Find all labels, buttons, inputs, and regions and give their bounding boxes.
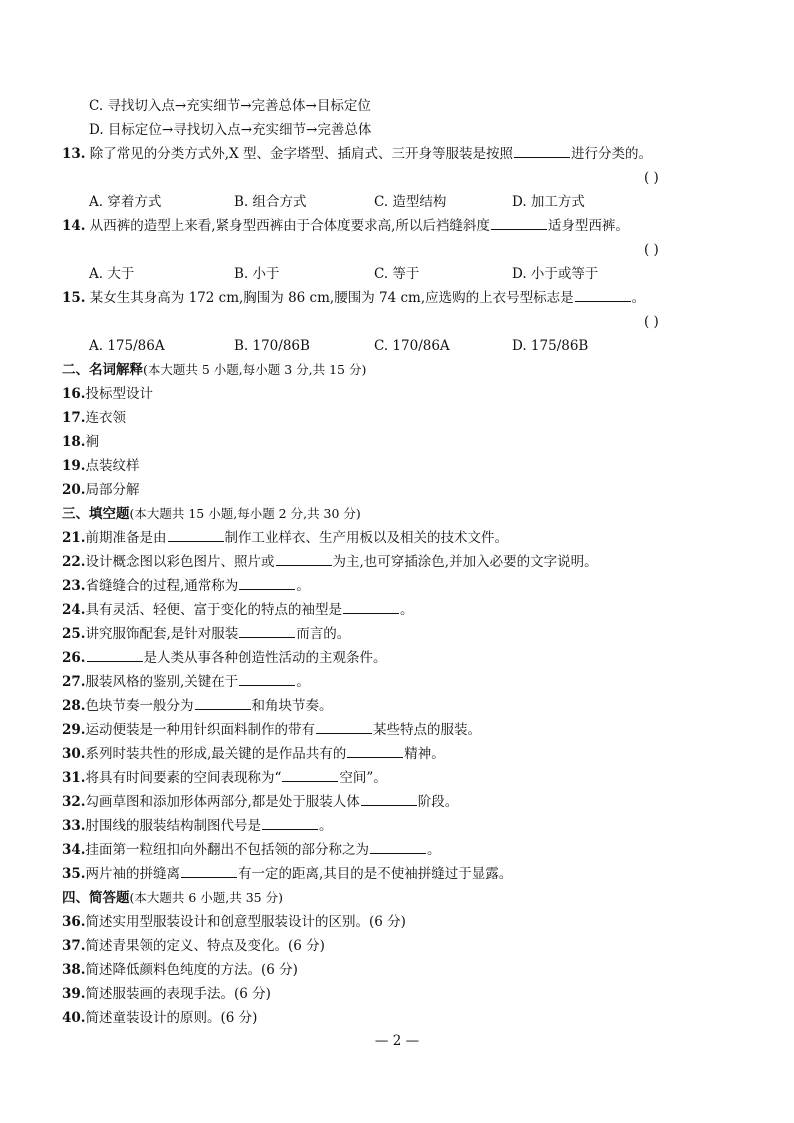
section-note: (本大题共 6 小题,共 35 分) <box>129 890 283 905</box>
question-number: 30. <box>62 746 86 762</box>
question-number: 21. <box>62 530 86 546</box>
answer-blank <box>370 841 426 854</box>
answer-blank <box>168 529 224 542</box>
answer-blank <box>262 817 318 830</box>
question-number: 23. <box>62 578 86 594</box>
q15-option-a: A. 175/86A <box>89 338 165 354</box>
short-answer-item <box>62 1009 257 1027</box>
fill-text: 肘围线的服装结构制图代号是 <box>85 818 261 834</box>
question-number: 14. <box>62 218 86 234</box>
question-number: 37. <box>62 938 86 954</box>
fill-text-tail: 。 <box>296 674 310 690</box>
short-answer-item <box>62 937 325 955</box>
page-number: — 2 — <box>374 1033 420 1049</box>
answer-parentheses: ( ) <box>644 314 659 330</box>
question-number: 29. <box>62 722 86 738</box>
fill-text-tail: 阶段。 <box>417 794 459 810</box>
question-number: 17. <box>62 410 86 426</box>
question-number: 27. <box>62 674 86 690</box>
fill-text: 运动便装是一种用针织面料制作的带有 <box>85 722 315 738</box>
answer-blank <box>343 601 399 614</box>
section-title: 三、填空题 <box>62 506 130 522</box>
question-number: 15. <box>62 290 86 306</box>
question-number: 39. <box>62 986 86 1002</box>
q15-option-d: D. 175/86B <box>512 338 589 354</box>
answer-parentheses: ( ) <box>644 242 659 258</box>
question-number: 18. <box>62 434 86 450</box>
term-text: 局部分解 <box>85 482 140 498</box>
question-number: 31. <box>62 770 86 786</box>
question-15 <box>62 289 645 307</box>
fill-text-tail: 和角块节奏。 <box>251 698 333 714</box>
short-answer-text: 简述实用型服装设计和创意型服装设计的区别。(6 分) <box>85 914 406 930</box>
fill-text: 省缝缝合的过程,通常称为 <box>85 578 239 594</box>
fill-text-tail: 。 <box>400 602 414 618</box>
fill-item <box>62 553 598 571</box>
term-text: 投标型设计 <box>85 386 153 402</box>
fill-item <box>62 817 333 835</box>
question-text-tail: 进行分类的。 <box>571 146 652 162</box>
question-number: 26. <box>62 650 86 666</box>
question-number: 34. <box>62 842 86 858</box>
answer-blank <box>239 625 295 638</box>
question-number: 24. <box>62 602 86 618</box>
section-title: 四、简答题 <box>62 890 130 906</box>
fill-text: 色块节奏一般分为 <box>85 698 194 714</box>
term-item <box>62 481 140 499</box>
fill-text-tail: 为主,也可穿插涂色,并加入必要的文字说明。 <box>332 554 598 570</box>
answer-blank <box>575 289 631 302</box>
fill-item <box>62 793 458 811</box>
q15-option-b: B. 170/86B <box>234 338 310 354</box>
question-number: 20. <box>62 482 86 498</box>
fill-text: 讲究服饰配套,是针对服装 <box>85 626 239 642</box>
question-number: 35. <box>62 866 86 882</box>
fill-text: 服装风格的鉴别,关键在于 <box>85 674 239 690</box>
fill-text-tail: 空间”。 <box>339 770 387 786</box>
question-13 <box>62 145 652 163</box>
question-14 <box>62 217 629 235</box>
term-text: 连衣领 <box>85 410 126 426</box>
short-answer-item <box>62 961 298 979</box>
term-text: 点装纹样 <box>85 458 140 474</box>
fill-text: 前期准备是由 <box>85 530 167 546</box>
term-item <box>62 385 153 403</box>
fill-text-tail: 而言的。 <box>296 626 351 642</box>
question-text-tail: 。 <box>631 290 646 306</box>
answer-blank <box>514 145 570 158</box>
answer-parentheses: ( ) <box>644 170 659 186</box>
answer-blank <box>181 865 237 878</box>
q14-option-c: C. 等于 <box>374 266 420 282</box>
fill-item <box>62 697 333 715</box>
fill-item <box>62 529 508 547</box>
answer-blank <box>239 577 295 590</box>
section-note: (本大题共 15 小题,每小题 2 分,共 30 分) <box>129 506 361 521</box>
q12-option-d: D. 目标定位→寻找切入点→充实细节→完善总体 <box>89 122 372 138</box>
question-text: 除了常见的分类方式外,X 型、金字塔型、插肩式、三开身等服装是按照 <box>89 146 513 162</box>
fill-item <box>62 673 310 691</box>
fill-item <box>62 721 481 739</box>
fill-text: 勾画草图和添加形体两部分,都是处于服装人体 <box>85 794 360 810</box>
section-heading-fill <box>62 505 361 523</box>
answer-blank <box>239 673 295 686</box>
answer-blank <box>276 553 332 566</box>
short-answer-item <box>62 913 406 931</box>
q13-option-d: D. 加工方式 <box>512 194 585 210</box>
section-heading-short-answer <box>62 889 283 907</box>
fill-item <box>62 865 512 883</box>
answer-blank <box>195 697 251 710</box>
question-number: 32. <box>62 794 86 810</box>
question-text: 从西裤的造型上来看,紧身型西裤由于合体度要求高,所以后裆缝斜度 <box>89 218 490 234</box>
question-number: 33. <box>62 818 86 834</box>
question-number: 19. <box>62 458 86 474</box>
term-item <box>62 409 126 427</box>
question-text-tail: 适身型西裤。 <box>547 218 629 234</box>
section-heading-terms <box>62 361 366 379</box>
question-number: 25. <box>62 626 86 642</box>
short-answer-text: 简述服装画的表现手法。(6 分) <box>85 986 271 1002</box>
fill-text: 挂面第一粒纽扣向外翻出不包括领的部分称之为 <box>85 842 369 858</box>
fill-text-tail: 有一定的距离,其目的是不使袖拼缝过于显露。 <box>238 866 513 882</box>
term-item <box>62 457 140 475</box>
answer-blank <box>491 217 547 230</box>
fill-item <box>62 577 310 595</box>
fill-text-tail: 。 <box>427 842 441 858</box>
q12-option-c: C. 寻找切入点→充实细节→完善总体→目标定位 <box>89 98 371 114</box>
fill-text: 将具有时间要素的空间表现称为“ <box>85 770 282 786</box>
fill-item <box>62 601 414 619</box>
question-number: 36. <box>62 914 86 930</box>
q14-option-b: B. 小于 <box>234 266 280 282</box>
question-number: 40. <box>62 1010 86 1026</box>
fill-text-tail: 制作工业样衣、生产用板以及相关的技术文件。 <box>224 530 508 546</box>
question-number: 28. <box>62 698 86 714</box>
fill-item <box>62 625 350 643</box>
fill-text-tail: 。 <box>296 578 310 594</box>
q15-option-c: C. 170/86A <box>374 338 450 354</box>
fill-item <box>62 745 445 763</box>
fill-text: 设计概念图以彩色图片、照片或 <box>85 554 275 570</box>
fill-text-tail: 是人类从事各种创造性活动的主观条件。 <box>143 650 387 666</box>
fill-text: 系列时装共性的形成,最关键的是作品共有的 <box>85 746 347 762</box>
answer-blank <box>282 769 338 782</box>
answer-blank <box>361 793 417 806</box>
short-answer-text: 简述青果领的定义、特点及变化。(6 分) <box>85 938 325 954</box>
question-number: 16. <box>62 386 86 402</box>
fill-text-tail: 精神。 <box>404 746 445 762</box>
fill-text-tail: 。 <box>319 818 333 834</box>
term-item <box>62 433 99 451</box>
short-answer-text: 简述童装设计的原则。(6 分) <box>85 1010 258 1026</box>
answer-blank <box>347 745 403 758</box>
q13-option-b: B. 组合方式 <box>234 194 307 210</box>
short-answer-item <box>62 985 271 1003</box>
fill-item <box>62 841 441 859</box>
term-text: 裥 <box>85 434 99 450</box>
fill-text-tail: 某些特点的服装。 <box>373 722 481 738</box>
q13-option-c: C. 造型结构 <box>374 194 447 210</box>
answer-blank <box>316 721 372 734</box>
fill-item <box>62 769 387 787</box>
question-number: 13. <box>62 146 86 162</box>
q13-option-a: A. 穿着方式 <box>89 194 162 210</box>
question-number: 22. <box>62 554 86 570</box>
section-note: (本大题共 5 小题,每小题 3 分,共 15 分) <box>143 362 367 377</box>
fill-text: 具有灵活、轻便、富于变化的特点的袖型是 <box>85 602 342 618</box>
fill-item <box>62 649 387 667</box>
q14-option-d: D. 小于或等于 <box>512 266 599 282</box>
section-title: 二、名词解释 <box>62 362 143 378</box>
short-answer-text: 简述降低颜料色纯度的方法。(6 分) <box>85 962 298 978</box>
question-number: 38. <box>62 962 86 978</box>
question-text: 某女生其身高为 172 cm,胸围为 86 cm,腰围为 74 cm,应选购的上衣号型标志是 <box>89 290 574 306</box>
q14-option-a: A. 大于 <box>89 266 135 282</box>
fill-text: 两片袖的拼缝离 <box>85 866 180 882</box>
answer-blank <box>87 649 143 662</box>
